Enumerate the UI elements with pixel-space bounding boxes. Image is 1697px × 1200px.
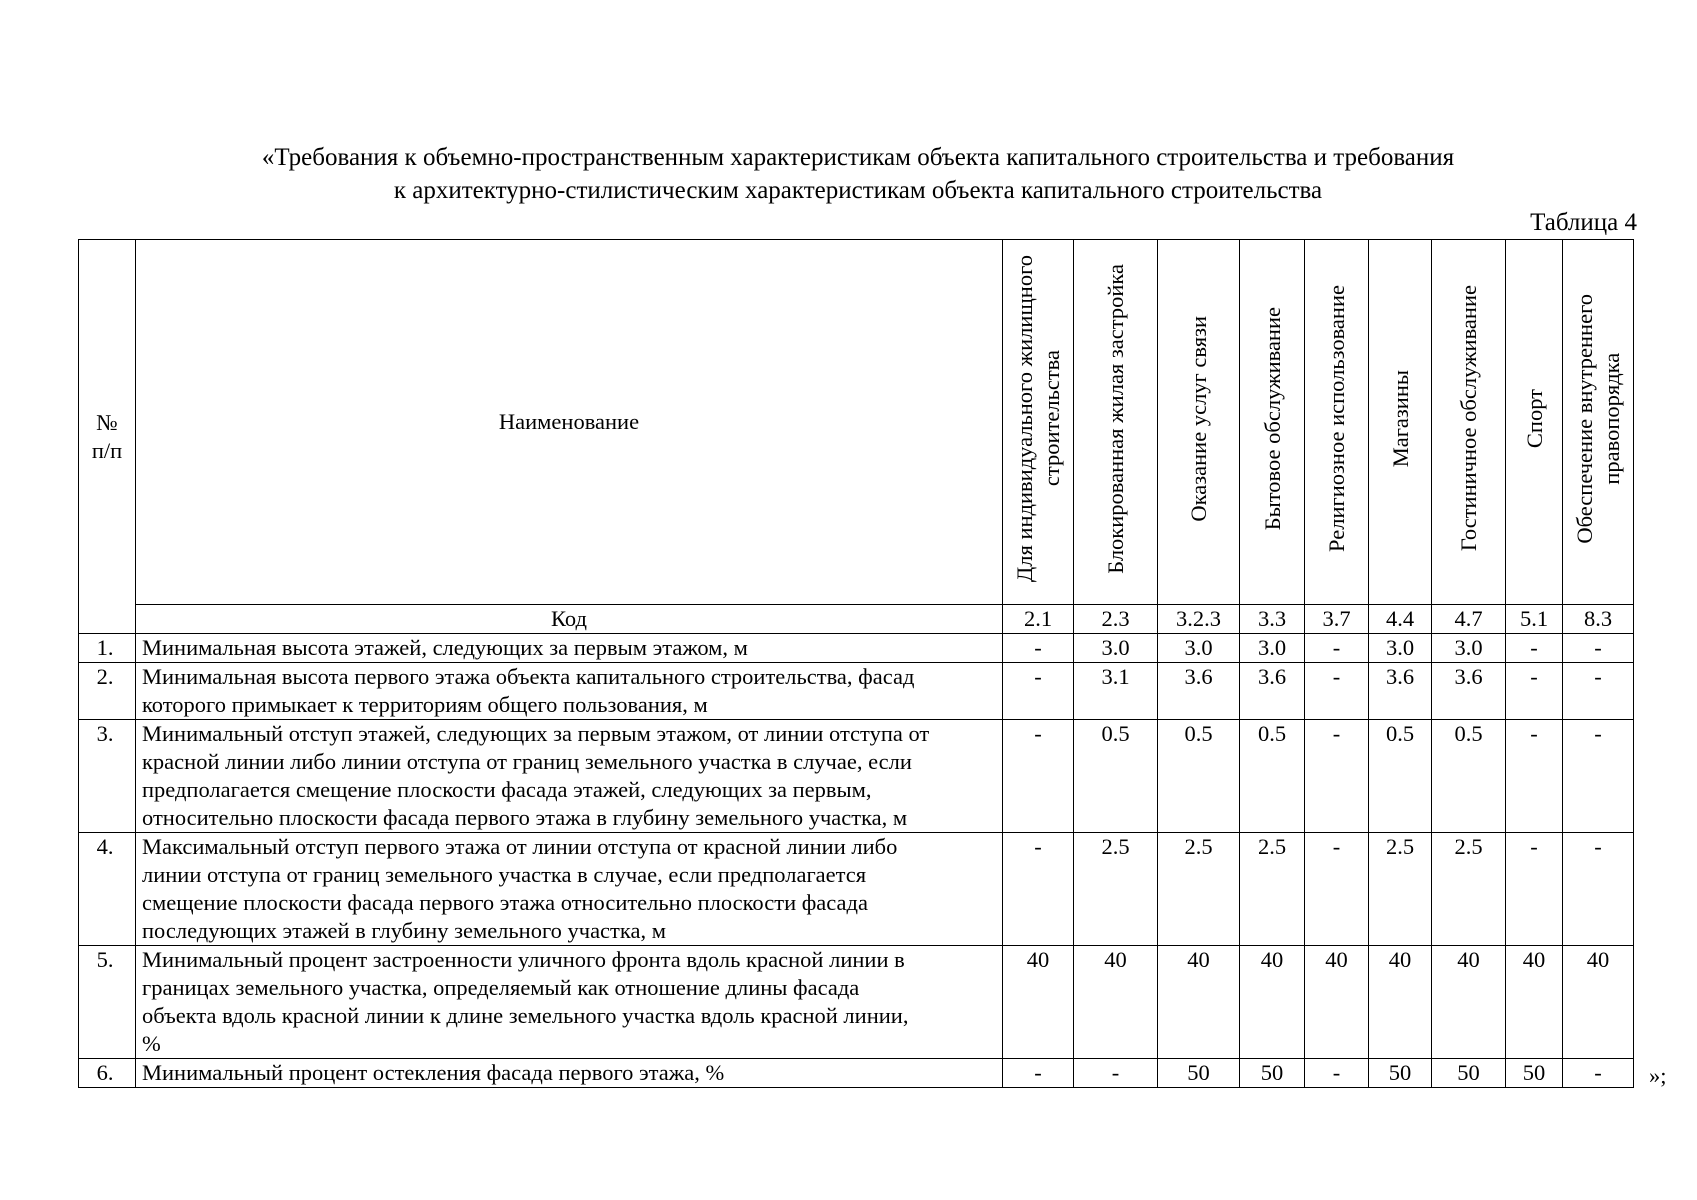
row-name-line: Минимальный процент застроенности уличного фронта вдоль красной линии в	[142, 947, 905, 972]
row-name-line: границах земельного участка, определяемый как отношение длины фасада	[142, 975, 860, 1000]
value-cell: 50	[1240, 1059, 1305, 1088]
column-header-label: Обеспечение внутреннего правопорядка	[1572, 293, 1624, 544]
row-name-line: Минимальная высота первого этажа объекта капитального строительства, фасад	[142, 664, 915, 689]
column-header-4-4	[1369, 240, 1432, 605]
value-cell: -	[1506, 720, 1563, 833]
value-cell: -	[1305, 663, 1369, 720]
value-cell: -	[1305, 720, 1369, 833]
column-header-label: Религиозное использование	[1324, 285, 1349, 552]
value-cell: -	[1003, 720, 1074, 833]
value-cell: -	[1305, 833, 1369, 946]
value-cell: 3.0	[1432, 634, 1506, 663]
value-cell: 40	[1158, 946, 1240, 1059]
row-name	[136, 946, 1003, 1059]
row-name	[136, 663, 1003, 720]
closing-quote: »;	[1649, 1063, 1667, 1088]
value-cell: 2.5	[1074, 833, 1158, 946]
row-name	[136, 634, 1003, 663]
title-line-1: «Требования к объемно-пространственным характеристикам объекта капитального строительства и требования	[261, 144, 1455, 171]
value-cell: -	[1563, 1059, 1634, 1088]
value-cell: 40	[1305, 946, 1369, 1059]
code-cell: 2.3	[1074, 605, 1158, 634]
column-header-label: Оказание услуг связи	[1186, 315, 1211, 522]
row-name-line: которого примыкает к территориям общего пользования, м	[142, 692, 708, 717]
row-name-line: Минимальная высота этажей, следующих за первым этажом, м	[142, 635, 748, 660]
column-header-2-1	[1003, 240, 1074, 605]
row-name-line: последующих этажей в глубину земельного участка, м	[142, 918, 666, 943]
value-cell: 2.5	[1369, 833, 1432, 946]
row-name	[136, 720, 1003, 833]
column-header-8-3	[1563, 240, 1634, 605]
value-cell: 50	[1369, 1059, 1432, 1088]
column-header-3-2-3	[1158, 240, 1240, 605]
table-row	[79, 946, 1634, 1059]
value-cell: -	[1563, 634, 1634, 663]
value-cell: -	[1305, 634, 1369, 663]
row-name-line: %	[142, 1031, 161, 1056]
row-name	[136, 1059, 1003, 1088]
code-cell: 8.3	[1563, 605, 1634, 634]
value-cell: -	[1563, 663, 1634, 720]
row-number: 4.	[79, 833, 136, 946]
value-cell: 3.0	[1074, 634, 1158, 663]
value-cell: 40	[1506, 946, 1563, 1059]
column-header-2-3	[1074, 240, 1158, 605]
column-header-label: Магазины	[1387, 369, 1413, 468]
requirements-table	[78, 239, 1634, 1088]
value-cell: 50	[1158, 1059, 1240, 1088]
row-number: 5.	[79, 946, 136, 1059]
value-cell: 3.6	[1369, 663, 1432, 720]
column-header-5-1	[1506, 240, 1563, 605]
row-number: 2.	[79, 663, 136, 720]
value-cell: 3.6	[1240, 663, 1305, 720]
value-cell: -	[1506, 833, 1563, 946]
value-cell: 40	[1563, 946, 1634, 1059]
code-cell: 3.3	[1240, 605, 1305, 634]
code-cell: 2.1	[1003, 605, 1074, 634]
column-header-label: Блокированная жилая застройка	[1103, 263, 1128, 574]
value-cell: -	[1305, 1059, 1369, 1088]
table-number-label: Таблица 4	[1530, 209, 1637, 236]
row-name-line: Минимальный процент остекления фасада первого этажа, %	[142, 1060, 725, 1085]
value-cell: -	[1003, 634, 1074, 663]
row-name	[136, 833, 1003, 946]
column-header-4-7	[1432, 240, 1506, 605]
column-header-label: Бытовое обслуживание	[1259, 306, 1285, 531]
value-cell: 0.5	[1369, 720, 1432, 833]
header-row	[79, 240, 1634, 605]
code-cell: 5.1	[1506, 605, 1563, 634]
code-cell: 4.4	[1369, 605, 1432, 634]
value-cell: 2.5	[1432, 833, 1506, 946]
value-cell: 40	[1369, 946, 1432, 1059]
value-cell: 3.6	[1432, 663, 1506, 720]
document-title	[78, 141, 1638, 207]
table-row	[79, 1059, 1634, 1088]
table-row	[79, 833, 1634, 946]
value-cell: 40	[1240, 946, 1305, 1059]
name-column-header	[136, 240, 1003, 605]
value-cell: 0.5	[1240, 720, 1305, 833]
code-cell: 4.7	[1432, 605, 1506, 634]
code-row	[79, 605, 1634, 634]
column-header-3-3	[1240, 240, 1305, 605]
row-name-line: Максимальный отступ первого этажа от линии отступа от красной линии либо	[142, 834, 898, 859]
table-row	[79, 663, 1634, 720]
row-name-line: объекта вдоль красной линии к длине земельного участка вдоль красной линии,	[142, 1003, 909, 1028]
value-cell: 50	[1506, 1059, 1563, 1088]
value-cell: 0.5	[1074, 720, 1158, 833]
value-cell: 3.6	[1158, 663, 1240, 720]
value-cell: 40	[1432, 946, 1506, 1059]
value-cell: 40	[1003, 946, 1074, 1059]
value-cell: 2.5	[1158, 833, 1240, 946]
value-cell: -	[1563, 720, 1634, 833]
number-sign: №	[96, 409, 118, 435]
column-header-label: Гостиничное обслуживание	[1456, 285, 1481, 552]
value-cell: 3.0	[1240, 634, 1305, 663]
value-cell: 50	[1432, 1059, 1506, 1088]
title-line-2: к архитектурно-стилистическим характеристикам объекта капитального строительства	[393, 177, 1323, 204]
value-cell: 0.5	[1158, 720, 1240, 833]
value-cell: -	[1506, 634, 1563, 663]
row-name-line: красной линии либо линии отступа от границ земельного участка в случае, если	[142, 749, 912, 774]
code-cell: 3.2.3	[1158, 605, 1240, 634]
value-cell: -	[1563, 833, 1634, 946]
name-header-label: Наименование	[498, 409, 640, 434]
value-cell: -	[1003, 833, 1074, 946]
column-header-3-7	[1305, 240, 1369, 605]
code-cell: 3.7	[1305, 605, 1369, 634]
row-number: 3.	[79, 720, 136, 833]
value-cell: -	[1506, 663, 1563, 720]
row-number: 6.	[79, 1059, 136, 1088]
value-cell: 40	[1074, 946, 1158, 1059]
row-name-line: Минимальный отступ этажей, следующих за первым этажом, от линии отступа от	[142, 721, 930, 746]
row-number: 1.	[79, 634, 136, 663]
value-cell: 3.0	[1158, 634, 1240, 663]
row-name-line: предполагается смещение плоскости фасада этажей, следующих за первым,	[142, 777, 872, 802]
table-row	[79, 720, 1634, 833]
number-column-header	[79, 240, 136, 634]
value-cell: 3.1	[1074, 663, 1158, 720]
value-cell: 2.5	[1240, 833, 1305, 946]
value-cell: 0.5	[1432, 720, 1506, 833]
value-cell: -	[1074, 1059, 1158, 1088]
code-label: Код	[136, 605, 1003, 634]
row-name-line: линии отступа от границ земельного участка в случае, если предполагается	[142, 862, 867, 887]
column-header-label: Для индивидуального жилищного строительства	[1012, 254, 1064, 583]
value-cell: -	[1003, 663, 1074, 720]
row-name-line: смещение плоскости фасада первого этажа относительно плоскости фасада	[142, 890, 868, 915]
number-abbrev: п/п	[91, 437, 123, 463]
row-name-line: относительно плоскости фасада первого этажа в глубину земельного участка, м	[142, 805, 908, 830]
table-row	[79, 634, 1634, 663]
value-cell: -	[1003, 1059, 1074, 1088]
column-header-label: Спорт	[1521, 388, 1547, 449]
value-cell: 3.0	[1369, 634, 1432, 663]
